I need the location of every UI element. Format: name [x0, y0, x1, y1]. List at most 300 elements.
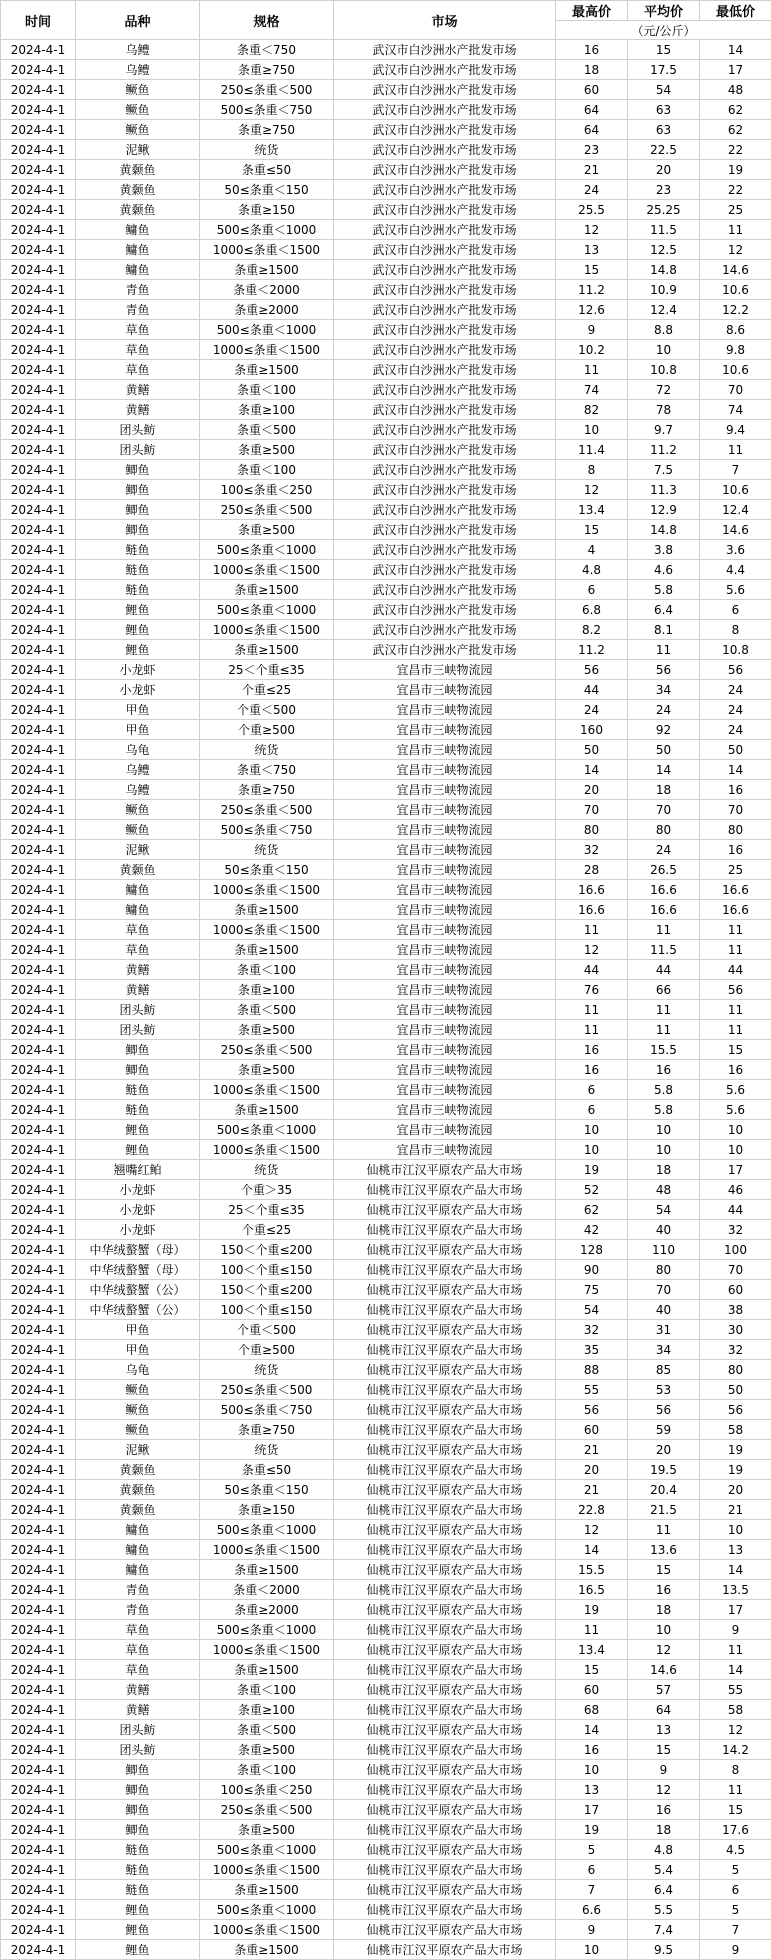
- table-row: [1, 400, 771, 420]
- cell-time: 2024-4-1: [1, 1280, 76, 1300]
- cell-market: 宜昌市三峡物流园: [334, 860, 556, 880]
- cell-spec: 500≤条重＜1000: [200, 220, 334, 240]
- cell-time: 2024-4-1: [1, 1420, 76, 1440]
- cell-avg-price: 12.9: [628, 500, 700, 520]
- cell-min-price: 8.6: [700, 320, 771, 340]
- cell-spec: 个重＜500: [200, 700, 334, 720]
- cell-min-price: 56: [700, 1400, 771, 1420]
- cell-variety: 鲢鱼: [76, 1840, 200, 1860]
- cell-avg-price: 11.2: [628, 440, 700, 460]
- cell-spec: 统货: [200, 1440, 334, 1460]
- cell-max-price: 60: [556, 80, 628, 100]
- cell-market: 仙桃市江汉平原农产品大市场: [334, 1460, 556, 1480]
- cell-variety: 团头鲂: [76, 1020, 200, 1040]
- cell-market: 武汉市白沙洲水产批发市场: [334, 240, 556, 260]
- table-header: [1, 1, 771, 40]
- cell-variety: 草鱼: [76, 1620, 200, 1640]
- cell-variety: 草鱼: [76, 920, 200, 940]
- cell-time: 2024-4-1: [1, 1860, 76, 1880]
- cell-spec: 250≤条重＜500: [200, 1040, 334, 1060]
- cell-market: 武汉市白沙洲水产批发市场: [334, 180, 556, 200]
- cell-avg-price: 12: [628, 1780, 700, 1800]
- cell-avg-price: 10: [628, 1620, 700, 1640]
- cell-time: 2024-4-1: [1, 1500, 76, 1520]
- cell-time: 2024-4-1: [1, 540, 76, 560]
- cell-variety: 团头鲂: [76, 1740, 200, 1760]
- cell-min-price: 50: [700, 740, 771, 760]
- cell-min-price: 6: [700, 600, 771, 620]
- cell-min-price: 14: [700, 1560, 771, 1580]
- cell-spec: 25＜个重≤35: [200, 1200, 334, 1220]
- cell-spec: 条重≥1500: [200, 260, 334, 280]
- cell-variety: 鲤鱼: [76, 1900, 200, 1920]
- cell-time: 2024-4-1: [1, 840, 76, 860]
- cell-min-price: 12: [700, 1720, 771, 1740]
- cell-max-price: 6: [556, 1080, 628, 1100]
- table-row: [1, 1700, 771, 1720]
- table-row: [1, 80, 771, 100]
- table-row: [1, 1120, 771, 1140]
- cell-market: 宜昌市三峡物流园: [334, 1000, 556, 1020]
- cell-market: 宜昌市三峡物流园: [334, 1080, 556, 1100]
- cell-min-price: 24: [700, 720, 771, 740]
- cell-variety: 草鱼: [76, 940, 200, 960]
- cell-spec: 条重≥1500: [200, 1880, 334, 1900]
- cell-spec: 条重＜100: [200, 1760, 334, 1780]
- cell-avg-price: 16: [628, 1580, 700, 1600]
- cell-min-price: 11: [700, 920, 771, 940]
- cell-min-price: 9: [700, 1940, 771, 1960]
- cell-avg-price: 20.4: [628, 1480, 700, 1500]
- cell-market: 武汉市白沙洲水产批发市场: [334, 540, 556, 560]
- cell-max-price: 16: [556, 1740, 628, 1760]
- cell-spec: 1000≤条重＜1500: [200, 1540, 334, 1560]
- cell-spec: 个重≥500: [200, 1340, 334, 1360]
- table-row: [1, 1460, 771, 1480]
- cell-market: 宜昌市三峡物流园: [334, 960, 556, 980]
- cell-time: 2024-4-1: [1, 880, 76, 900]
- cell-spec: 条重≥2000: [200, 300, 334, 320]
- cell-spec: 500≤条重＜1000: [200, 320, 334, 340]
- cell-min-price: 7: [700, 460, 771, 480]
- cell-max-price: 15: [556, 520, 628, 540]
- cell-time: 2024-4-1: [1, 440, 76, 460]
- cell-spec: 500≤条重＜1000: [200, 1840, 334, 1860]
- table-row: [1, 1680, 771, 1700]
- cell-spec: 500≤条重＜1000: [200, 1120, 334, 1140]
- cell-avg-price: 72: [628, 380, 700, 400]
- table-row: [1, 880, 771, 900]
- table-row: [1, 540, 771, 560]
- cell-max-price: 75: [556, 1280, 628, 1300]
- cell-time: 2024-4-1: [1, 640, 76, 660]
- cell-max-price: 6: [556, 580, 628, 600]
- cell-spec: 个重≤25: [200, 1220, 334, 1240]
- cell-spec: 500≤条重＜1000: [200, 1620, 334, 1640]
- col-header-avg-price: 平均价: [628, 1, 700, 21]
- cell-time: 2024-4-1: [1, 340, 76, 360]
- cell-max-price: 11: [556, 920, 628, 940]
- table-row: [1, 940, 771, 960]
- cell-variety: 鲫鱼: [76, 1820, 200, 1840]
- cell-avg-price: 6.4: [628, 1880, 700, 1900]
- cell-avg-price: 14.8: [628, 260, 700, 280]
- cell-spec: 条重＜750: [200, 40, 334, 60]
- cell-max-price: 19: [556, 1160, 628, 1180]
- cell-spec: 条重≥1500: [200, 1660, 334, 1680]
- cell-time: 2024-4-1: [1, 1800, 76, 1820]
- table-row: [1, 1060, 771, 1080]
- cell-time: 2024-4-1: [1, 400, 76, 420]
- cell-avg-price: 16: [628, 1800, 700, 1820]
- col-header-min-price: 最低价: [700, 1, 771, 21]
- cell-min-price: 14: [700, 1660, 771, 1680]
- cell-spec: 条重≥1500: [200, 1100, 334, 1120]
- table-row: [1, 1540, 771, 1560]
- cell-spec: 个重≥500: [200, 720, 334, 740]
- cell-market: 宜昌市三峡物流园: [334, 840, 556, 860]
- cell-market: 仙桃市江汉平原农产品大市场: [334, 1700, 556, 1720]
- table-row: [1, 300, 771, 320]
- cell-time: 2024-4-1: [1, 1060, 76, 1080]
- cell-variety: 黄鳝: [76, 380, 200, 400]
- cell-variety: 青鱼: [76, 280, 200, 300]
- cell-time: 2024-4-1: [1, 100, 76, 120]
- cell-variety: 甲鱼: [76, 1320, 200, 1340]
- cell-variety: 鲫鱼: [76, 1780, 200, 1800]
- cell-min-price: 32: [700, 1340, 771, 1360]
- cell-market: 武汉市白沙洲水产批发市场: [334, 560, 556, 580]
- cell-time: 2024-4-1: [1, 1520, 76, 1540]
- col-header-variety: 品种: [76, 1, 200, 40]
- cell-max-price: 11: [556, 360, 628, 380]
- cell-spec: 条重≥500: [200, 440, 334, 460]
- cell-min-price: 12: [700, 240, 771, 260]
- cell-spec: 100≤条重＜250: [200, 480, 334, 500]
- cell-min-price: 58: [700, 1700, 771, 1720]
- cell-time: 2024-4-1: [1, 1120, 76, 1140]
- cell-time: 2024-4-1: [1, 1180, 76, 1200]
- cell-spec: 条重＜2000: [200, 1580, 334, 1600]
- cell-min-price: 10.6: [700, 480, 771, 500]
- cell-avg-price: 11: [628, 640, 700, 660]
- cell-variety: 鲤鱼: [76, 1140, 200, 1160]
- cell-max-price: 23: [556, 140, 628, 160]
- table-row: [1, 1940, 771, 1960]
- cell-max-price: 12: [556, 220, 628, 240]
- cell-spec: 条重≥100: [200, 980, 334, 1000]
- cell-spec: 条重≥150: [200, 200, 334, 220]
- table-row: [1, 1780, 771, 1800]
- cell-max-price: 21: [556, 1480, 628, 1500]
- cell-spec: 250≤条重＜500: [200, 1380, 334, 1400]
- cell-market: 武汉市白沙洲水产批发市场: [334, 40, 556, 60]
- cell-market: 宜昌市三峡物流园: [334, 740, 556, 760]
- cell-spec: 个重＞35: [200, 1180, 334, 1200]
- cell-variety: 黄鳝: [76, 960, 200, 980]
- table-row: [1, 980, 771, 1000]
- cell-variety: 鳙鱼: [76, 900, 200, 920]
- table-row: [1, 440, 771, 460]
- table-row: [1, 500, 771, 520]
- cell-variety: 翘嘴红鲌: [76, 1160, 200, 1180]
- cell-avg-price: 34: [628, 680, 700, 700]
- cell-market: 武汉市白沙洲水产批发市场: [334, 600, 556, 620]
- cell-max-price: 7: [556, 1880, 628, 1900]
- cell-spec: 条重≥1500: [200, 900, 334, 920]
- cell-min-price: 6: [700, 1880, 771, 1900]
- cell-avg-price: 7.4: [628, 1920, 700, 1940]
- cell-time: 2024-4-1: [1, 700, 76, 720]
- cell-avg-price: 3.8: [628, 540, 700, 560]
- cell-spec: 500≤条重＜1000: [200, 540, 334, 560]
- cell-min-price: 74: [700, 400, 771, 420]
- cell-market: 武汉市白沙洲水产批发市场: [334, 380, 556, 400]
- cell-time: 2024-4-1: [1, 980, 76, 1000]
- cell-max-price: 11: [556, 1000, 628, 1020]
- cell-spec: 100＜个重≤150: [200, 1300, 334, 1320]
- cell-min-price: 9: [700, 1620, 771, 1640]
- cell-market: 仙桃市江汉平原农产品大市场: [334, 1440, 556, 1460]
- table-row: [1, 800, 771, 820]
- cell-spec: 500≤条重＜1000: [200, 1900, 334, 1920]
- cell-min-price: 15: [700, 1040, 771, 1060]
- cell-min-price: 62: [700, 120, 771, 140]
- cell-time: 2024-4-1: [1, 1000, 76, 1020]
- cell-variety: 黄颡鱼: [76, 160, 200, 180]
- cell-min-price: 22: [700, 180, 771, 200]
- cell-avg-price: 15: [628, 1740, 700, 1760]
- cell-market: 武汉市白沙洲水产批发市场: [334, 320, 556, 340]
- cell-avg-price: 10.9: [628, 280, 700, 300]
- cell-avg-price: 54: [628, 80, 700, 100]
- cell-spec: 个重≤25: [200, 680, 334, 700]
- cell-max-price: 64: [556, 120, 628, 140]
- cell-avg-price: 15: [628, 40, 700, 60]
- cell-variety: 鲢鱼: [76, 560, 200, 580]
- cell-variety: 乌龟: [76, 740, 200, 760]
- cell-variety: 鳙鱼: [76, 1540, 200, 1560]
- cell-time: 2024-4-1: [1, 1300, 76, 1320]
- cell-variety: 鳙鱼: [76, 220, 200, 240]
- cell-min-price: 80: [700, 1360, 771, 1380]
- cell-max-price: 44: [556, 680, 628, 700]
- cell-avg-price: 11.5: [628, 940, 700, 960]
- cell-variety: 鳙鱼: [76, 1520, 200, 1540]
- cell-market: 宜昌市三峡物流园: [334, 880, 556, 900]
- cell-variety: 团头鲂: [76, 1720, 200, 1740]
- cell-time: 2024-4-1: [1, 1620, 76, 1640]
- cell-min-price: 12.2: [700, 300, 771, 320]
- table-row: [1, 1040, 771, 1060]
- cell-avg-price: 5.8: [628, 580, 700, 600]
- cell-time: 2024-4-1: [1, 1100, 76, 1120]
- cell-avg-price: 80: [628, 820, 700, 840]
- cell-avg-price: 21.5: [628, 1500, 700, 1520]
- table-row: [1, 1520, 771, 1540]
- cell-avg-price: 25.25: [628, 200, 700, 220]
- cell-variety: 乌龟: [76, 1360, 200, 1380]
- cell-market: 武汉市白沙洲水产批发市场: [334, 340, 556, 360]
- cell-time: 2024-4-1: [1, 1560, 76, 1580]
- cell-variety: 草鱼: [76, 320, 200, 340]
- cell-max-price: 11.2: [556, 280, 628, 300]
- table-row: [1, 1900, 771, 1920]
- cell-min-price: 15: [700, 1800, 771, 1820]
- cell-market: 武汉市白沙洲水产批发市场: [334, 420, 556, 440]
- cell-max-price: 82: [556, 400, 628, 420]
- cell-variety: 青鱼: [76, 1580, 200, 1600]
- cell-time: 2024-4-1: [1, 1700, 76, 1720]
- table-row: [1, 780, 771, 800]
- cell-max-price: 13: [556, 240, 628, 260]
- cell-avg-price: 54: [628, 1200, 700, 1220]
- cell-variety: 鲫鱼: [76, 480, 200, 500]
- cell-spec: 1000≤条重＜1500: [200, 1920, 334, 1940]
- cell-spec: 条重≥750: [200, 1420, 334, 1440]
- cell-avg-price: 18: [628, 1600, 700, 1620]
- cell-market: 宜昌市三峡物流园: [334, 1020, 556, 1040]
- cell-min-price: 11: [700, 1000, 771, 1020]
- cell-max-price: 8.2: [556, 620, 628, 640]
- cell-avg-price: 57: [628, 1680, 700, 1700]
- cell-variety: 鳜鱼: [76, 100, 200, 120]
- cell-avg-price: 15: [628, 1560, 700, 1580]
- table-row: [1, 920, 771, 940]
- table-row: [1, 840, 771, 860]
- cell-time: 2024-4-1: [1, 620, 76, 640]
- cell-spec: 1000≤条重＜1500: [200, 1640, 334, 1660]
- cell-variety: 黄鳝: [76, 400, 200, 420]
- cell-spec: 100＜个重≤150: [200, 1260, 334, 1280]
- cell-spec: 500≤条重＜1000: [200, 1520, 334, 1540]
- cell-spec: 250≤条重＜500: [200, 500, 334, 520]
- cell-avg-price: 6.4: [628, 600, 700, 620]
- cell-spec: 条重≥750: [200, 60, 334, 80]
- cell-time: 2024-4-1: [1, 1760, 76, 1780]
- cell-min-price: 48: [700, 80, 771, 100]
- cell-market: 仙桃市江汉平原农产品大市场: [334, 1820, 556, 1840]
- cell-spec: 50≤条重＜150: [200, 180, 334, 200]
- cell-min-price: 11: [700, 1020, 771, 1040]
- cell-variety: 乌鳢: [76, 40, 200, 60]
- cell-min-price: 56: [700, 980, 771, 1000]
- cell-avg-price: 8.1: [628, 620, 700, 640]
- table-row: [1, 740, 771, 760]
- cell-spec: 条重≤50: [200, 160, 334, 180]
- cell-spec: 25＜个重≤35: [200, 660, 334, 680]
- cell-avg-price: 85: [628, 1360, 700, 1380]
- cell-spec: 条重≥2000: [200, 1600, 334, 1620]
- cell-time: 2024-4-1: [1, 80, 76, 100]
- cell-time: 2024-4-1: [1, 1740, 76, 1760]
- cell-market: 武汉市白沙洲水产批发市场: [334, 200, 556, 220]
- cell-time: 2024-4-1: [1, 1200, 76, 1220]
- cell-variety: 鲢鱼: [76, 1080, 200, 1100]
- cell-min-price: 44: [700, 1200, 771, 1220]
- cell-time: 2024-4-1: [1, 1240, 76, 1260]
- cell-variety: 团头鲂: [76, 420, 200, 440]
- cell-market: 仙桃市江汉平原农产品大市场: [334, 1640, 556, 1660]
- cell-time: 2024-4-1: [1, 560, 76, 580]
- cell-market: 仙桃市江汉平原农产品大市场: [334, 1740, 556, 1760]
- cell-avg-price: 59: [628, 1420, 700, 1440]
- cell-min-price: 5.6: [700, 580, 771, 600]
- cell-max-price: 56: [556, 660, 628, 680]
- cell-market: 仙桃市江汉平原农产品大市场: [334, 1580, 556, 1600]
- cell-max-price: 52: [556, 1180, 628, 1200]
- cell-time: 2024-4-1: [1, 120, 76, 140]
- cell-time: 2024-4-1: [1, 1480, 76, 1500]
- table-row: [1, 1920, 771, 1940]
- table-row: [1, 1000, 771, 1020]
- cell-avg-price: 63: [628, 120, 700, 140]
- cell-avg-price: 23: [628, 180, 700, 200]
- cell-market: 武汉市白沙洲水产批发市场: [334, 360, 556, 380]
- table-row: [1, 1500, 771, 1520]
- cell-spec: 条重＜500: [200, 1720, 334, 1740]
- table-row: [1, 1200, 771, 1220]
- cell-time: 2024-4-1: [1, 460, 76, 480]
- cell-spec: 100≤条重＜250: [200, 1780, 334, 1800]
- cell-variety: 鲫鱼: [76, 500, 200, 520]
- table-row: [1, 460, 771, 480]
- table-row: [1, 700, 771, 720]
- cell-max-price: 19: [556, 1600, 628, 1620]
- cell-variety: 鳙鱼: [76, 1560, 200, 1580]
- cell-min-price: 60: [700, 1280, 771, 1300]
- cell-time: 2024-4-1: [1, 1660, 76, 1680]
- cell-market: 宜昌市三峡物流园: [334, 920, 556, 940]
- cell-avg-price: 10: [628, 1120, 700, 1140]
- table-row: [1, 480, 771, 500]
- cell-max-price: 16.6: [556, 900, 628, 920]
- cell-market: 仙桃市江汉平原农产品大市场: [334, 1200, 556, 1220]
- cell-variety: 鳙鱼: [76, 240, 200, 260]
- cell-variety: 泥鳅: [76, 140, 200, 160]
- table-row: [1, 120, 771, 140]
- cell-avg-price: 20: [628, 1440, 700, 1460]
- cell-min-price: 5.6: [700, 1100, 771, 1120]
- cell-min-price: 25: [700, 860, 771, 880]
- cell-max-price: 60: [556, 1420, 628, 1440]
- cell-avg-price: 70: [628, 800, 700, 820]
- cell-time: 2024-4-1: [1, 1160, 76, 1180]
- cell-avg-price: 16: [628, 1060, 700, 1080]
- cell-market: 武汉市白沙洲水产批发市场: [334, 80, 556, 100]
- cell-market: 宜昌市三峡物流园: [334, 1120, 556, 1140]
- table-row: [1, 380, 771, 400]
- table-row: [1, 1600, 771, 1620]
- cell-avg-price: 24: [628, 700, 700, 720]
- cell-time: 2024-4-1: [1, 900, 76, 920]
- cell-variety: 黄颡鱼: [76, 200, 200, 220]
- cell-time: 2024-4-1: [1, 740, 76, 760]
- cell-spec: 条重≥500: [200, 520, 334, 540]
- cell-variety: 甲鱼: [76, 700, 200, 720]
- cell-spec: 150＜个重≤200: [200, 1240, 334, 1260]
- cell-max-price: 10: [556, 1940, 628, 1960]
- cell-avg-price: 5.8: [628, 1080, 700, 1100]
- cell-time: 2024-4-1: [1, 1940, 76, 1960]
- cell-time: 2024-4-1: [1, 160, 76, 180]
- cell-variety: 黄颡鱼: [76, 860, 200, 880]
- cell-avg-price: 22.5: [628, 140, 700, 160]
- cell-avg-price: 11: [628, 1000, 700, 1020]
- cell-max-price: 11: [556, 1020, 628, 1040]
- cell-min-price: 17.6: [700, 1820, 771, 1840]
- cell-spec: 条重≥1500: [200, 580, 334, 600]
